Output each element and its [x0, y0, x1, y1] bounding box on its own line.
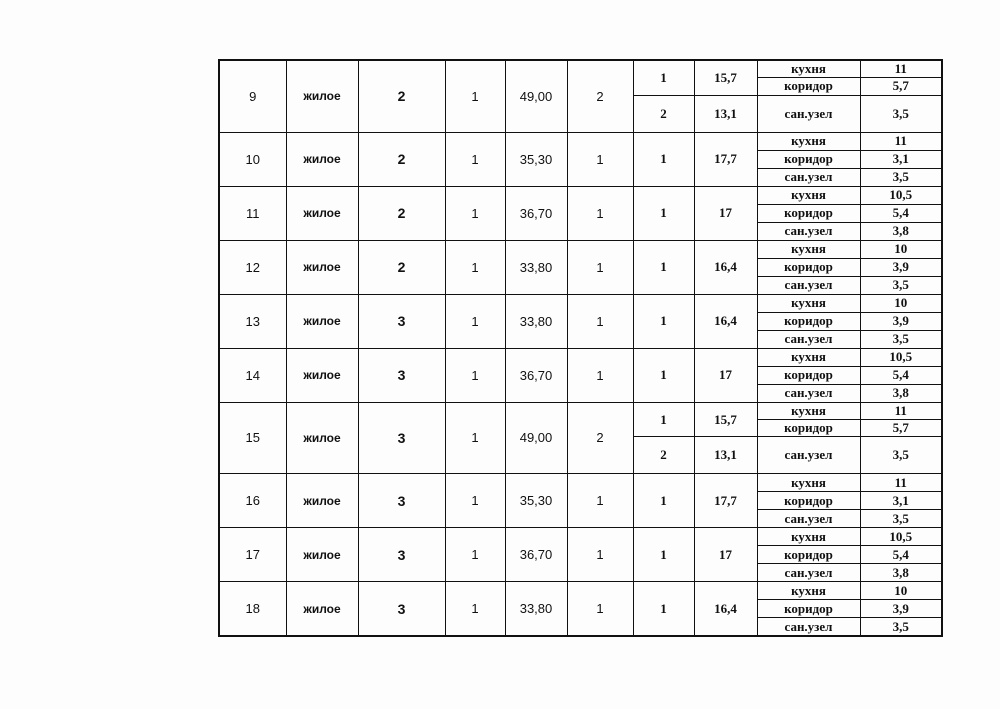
- aux-room-name-cell: сан.узел: [757, 95, 860, 132]
- apartment-number-cell: 13: [219, 294, 286, 348]
- aux-room-name-cell: кухня: [757, 132, 860, 150]
- total-area-cell: 36,70: [505, 186, 567, 240]
- rooms-count-cell: 1: [567, 294, 633, 348]
- floor-cell: 3: [358, 474, 445, 528]
- section-cell: 1: [445, 294, 505, 348]
- aux-room-area-cell: 11: [860, 60, 942, 78]
- aux-room-area-cell: 3,9: [860, 312, 942, 330]
- aux-room-area-cell: 11: [860, 132, 942, 150]
- aux-room-area-cell: 3,5: [860, 510, 942, 528]
- aux-room-area-cell: 3,5: [860, 168, 942, 186]
- room-number-cell: 1: [633, 294, 694, 348]
- section-cell: 1: [445, 186, 505, 240]
- aux-room-name-cell: сан.узел: [757, 168, 860, 186]
- room-area-cell: 15,7: [694, 402, 757, 437]
- aux-room-area-cell: 3,8: [860, 564, 942, 582]
- room-number-cell: 1: [633, 582, 694, 636]
- rooms-count-cell: 1: [567, 348, 633, 402]
- table-row: [219, 348, 942, 366]
- aux-room-name-cell: кухня: [757, 528, 860, 546]
- total-area-cell: 33,80: [505, 294, 567, 348]
- purpose-cell: жилое: [286, 60, 358, 132]
- total-area-cell: 36,70: [505, 528, 567, 582]
- aux-room-name-cell: коридор: [757, 546, 860, 564]
- floor-cell: 3: [358, 402, 445, 474]
- room-number-cell: 1: [633, 60, 694, 95]
- aux-room-name-cell: сан.узел: [757, 222, 860, 240]
- aux-room-name-cell: коридор: [757, 204, 860, 222]
- aux-room-name-cell: сан.узел: [757, 564, 860, 582]
- room-number-cell: 1: [633, 132, 694, 186]
- aux-room-area-cell: 3,8: [860, 222, 942, 240]
- aux-room-area-cell: 10: [860, 294, 942, 312]
- aux-room-name-cell: коридор: [757, 492, 860, 510]
- aux-room-name-cell: кухня: [757, 474, 860, 492]
- aux-room-area-cell: 10: [860, 582, 942, 600]
- aux-room-area-cell: 3,1: [860, 492, 942, 510]
- rooms-count-cell: 1: [567, 186, 633, 240]
- aux-room-area-cell: 10,5: [860, 348, 942, 366]
- aux-room-name-cell: кухня: [757, 294, 860, 312]
- room-area-cell: 17,7: [694, 132, 757, 186]
- room-number-cell: 2: [633, 95, 694, 132]
- purpose-cell: жилое: [286, 186, 358, 240]
- total-area-cell: 49,00: [505, 402, 567, 474]
- aux-room-area-cell: 10,5: [860, 186, 942, 204]
- aux-room-area-cell: 3,9: [860, 258, 942, 276]
- apartment-number-cell: 15: [219, 402, 286, 474]
- floor-cell: 2: [358, 60, 445, 132]
- aux-room-name-cell: кухня: [757, 402, 860, 419]
- table-row: [219, 528, 942, 546]
- total-area-cell: 36,70: [505, 348, 567, 402]
- total-area-cell: 33,80: [505, 582, 567, 636]
- room-number-cell: 1: [633, 348, 694, 402]
- purpose-cell: жилое: [286, 582, 358, 636]
- purpose-cell: жилое: [286, 132, 358, 186]
- aux-room-area-cell: 10,5: [860, 528, 942, 546]
- aux-room-name-cell: кухня: [757, 348, 860, 366]
- apartment-number-cell: 9: [219, 60, 286, 132]
- aux-room-area-cell: 3,5: [860, 95, 942, 132]
- room-area-cell: 16,4: [694, 240, 757, 294]
- floor-cell: 3: [358, 582, 445, 636]
- section-cell: 1: [445, 528, 505, 582]
- aux-room-name-cell: сан.узел: [757, 384, 860, 402]
- section-cell: 1: [445, 132, 505, 186]
- table-row: [219, 132, 942, 150]
- section-cell: 1: [445, 474, 505, 528]
- aux-room-area-cell: 5,4: [860, 366, 942, 384]
- room-area-cell: 16,4: [694, 294, 757, 348]
- aux-room-area-cell: 3,5: [860, 618, 942, 636]
- purpose-cell: жилое: [286, 348, 358, 402]
- table-row: [219, 60, 942, 78]
- apartment-number-cell: 17: [219, 528, 286, 582]
- aux-room-name-cell: коридор: [757, 600, 860, 618]
- aux-room-area-cell: 10: [860, 240, 942, 258]
- aux-room-area-cell: 3,5: [860, 437, 942, 474]
- rooms-count-cell: 1: [567, 240, 633, 294]
- apartment-table: [218, 59, 943, 637]
- total-area-cell: 35,30: [505, 132, 567, 186]
- room-area-cell: 15,7: [694, 60, 757, 95]
- apartment-number-cell: 11: [219, 186, 286, 240]
- aux-room-name-cell: кухня: [757, 240, 860, 258]
- aux-room-area-cell: 5,7: [860, 78, 942, 96]
- rooms-count-cell: 1: [567, 582, 633, 636]
- purpose-cell: жилое: [286, 240, 358, 294]
- table-row: [219, 294, 942, 312]
- rooms-count-cell: 1: [567, 474, 633, 528]
- total-area-cell: 33,80: [505, 240, 567, 294]
- document-page: [218, 59, 941, 633]
- aux-room-name-cell: коридор: [757, 78, 860, 96]
- room-number-cell: 1: [633, 528, 694, 582]
- aux-room-name-cell: сан.узел: [757, 618, 860, 636]
- room-number-cell: 1: [633, 402, 694, 437]
- aux-room-area-cell: 3,5: [860, 330, 942, 348]
- rooms-count-cell: 2: [567, 402, 633, 474]
- room-area-cell: 13,1: [694, 437, 757, 474]
- aux-room-area-cell: 5,4: [860, 546, 942, 564]
- apartment-number-cell: 14: [219, 348, 286, 402]
- aux-room-area-cell: 5,7: [860, 419, 942, 437]
- floor-cell: 3: [358, 528, 445, 582]
- table-row: [219, 582, 942, 600]
- purpose-cell: жилое: [286, 294, 358, 348]
- section-cell: 1: [445, 240, 505, 294]
- section-cell: 1: [445, 582, 505, 636]
- rooms-count-cell: 1: [567, 528, 633, 582]
- aux-room-name-cell: сан.узел: [757, 510, 860, 528]
- room-number-cell: 1: [633, 474, 694, 528]
- rooms-count-cell: 1: [567, 132, 633, 186]
- room-area-cell: 17: [694, 348, 757, 402]
- aux-room-name-cell: коридор: [757, 258, 860, 276]
- aux-room-name-cell: сан.узел: [757, 330, 860, 348]
- room-number-cell: 1: [633, 240, 694, 294]
- aux-room-name-cell: коридор: [757, 150, 860, 168]
- floor-cell: 3: [358, 348, 445, 402]
- floor-cell: 2: [358, 186, 445, 240]
- aux-room-area-cell: 5,4: [860, 204, 942, 222]
- apartment-number-cell: 12: [219, 240, 286, 294]
- floor-cell: 3: [358, 294, 445, 348]
- section-cell: 1: [445, 348, 505, 402]
- room-area-cell: 13,1: [694, 95, 757, 132]
- aux-room-name-cell: кухня: [757, 60, 860, 78]
- room-number-cell: 2: [633, 437, 694, 474]
- aux-room-name-cell: сан.узел: [757, 437, 860, 474]
- room-area-cell: 17,7: [694, 474, 757, 528]
- room-area-cell: 16,4: [694, 582, 757, 636]
- section-cell: 1: [445, 402, 505, 474]
- apartment-number-cell: 16: [219, 474, 286, 528]
- section-cell: 1: [445, 60, 505, 132]
- table-row: [219, 402, 942, 419]
- aux-room-name-cell: сан.узел: [757, 276, 860, 294]
- table-row: [219, 186, 942, 204]
- apartment-number-cell: 18: [219, 582, 286, 636]
- table-row: [219, 240, 942, 258]
- aux-room-name-cell: коридор: [757, 419, 860, 437]
- room-area-cell: 17: [694, 528, 757, 582]
- aux-room-name-cell: кухня: [757, 186, 860, 204]
- aux-room-name-cell: коридор: [757, 312, 860, 330]
- aux-room-area-cell: 3,9: [860, 600, 942, 618]
- aux-room-name-cell: кухня: [757, 582, 860, 600]
- aux-room-area-cell: 3,5: [860, 276, 942, 294]
- purpose-cell: жилое: [286, 474, 358, 528]
- floor-cell: 2: [358, 132, 445, 186]
- aux-room-area-cell: 3,8: [860, 384, 942, 402]
- purpose-cell: жилое: [286, 402, 358, 474]
- total-area-cell: 35,30: [505, 474, 567, 528]
- apartment-number-cell: 10: [219, 132, 286, 186]
- room-number-cell: 1: [633, 186, 694, 240]
- aux-room-area-cell: 11: [860, 474, 942, 492]
- room-area-cell: 17: [694, 186, 757, 240]
- aux-room-name-cell: коридор: [757, 366, 860, 384]
- total-area-cell: 49,00: [505, 60, 567, 132]
- aux-room-area-cell: 11: [860, 402, 942, 419]
- rooms-count-cell: 2: [567, 60, 633, 132]
- purpose-cell: жилое: [286, 528, 358, 582]
- aux-room-area-cell: 3,1: [860, 150, 942, 168]
- table-row: [219, 474, 942, 492]
- floor-cell: 2: [358, 240, 445, 294]
